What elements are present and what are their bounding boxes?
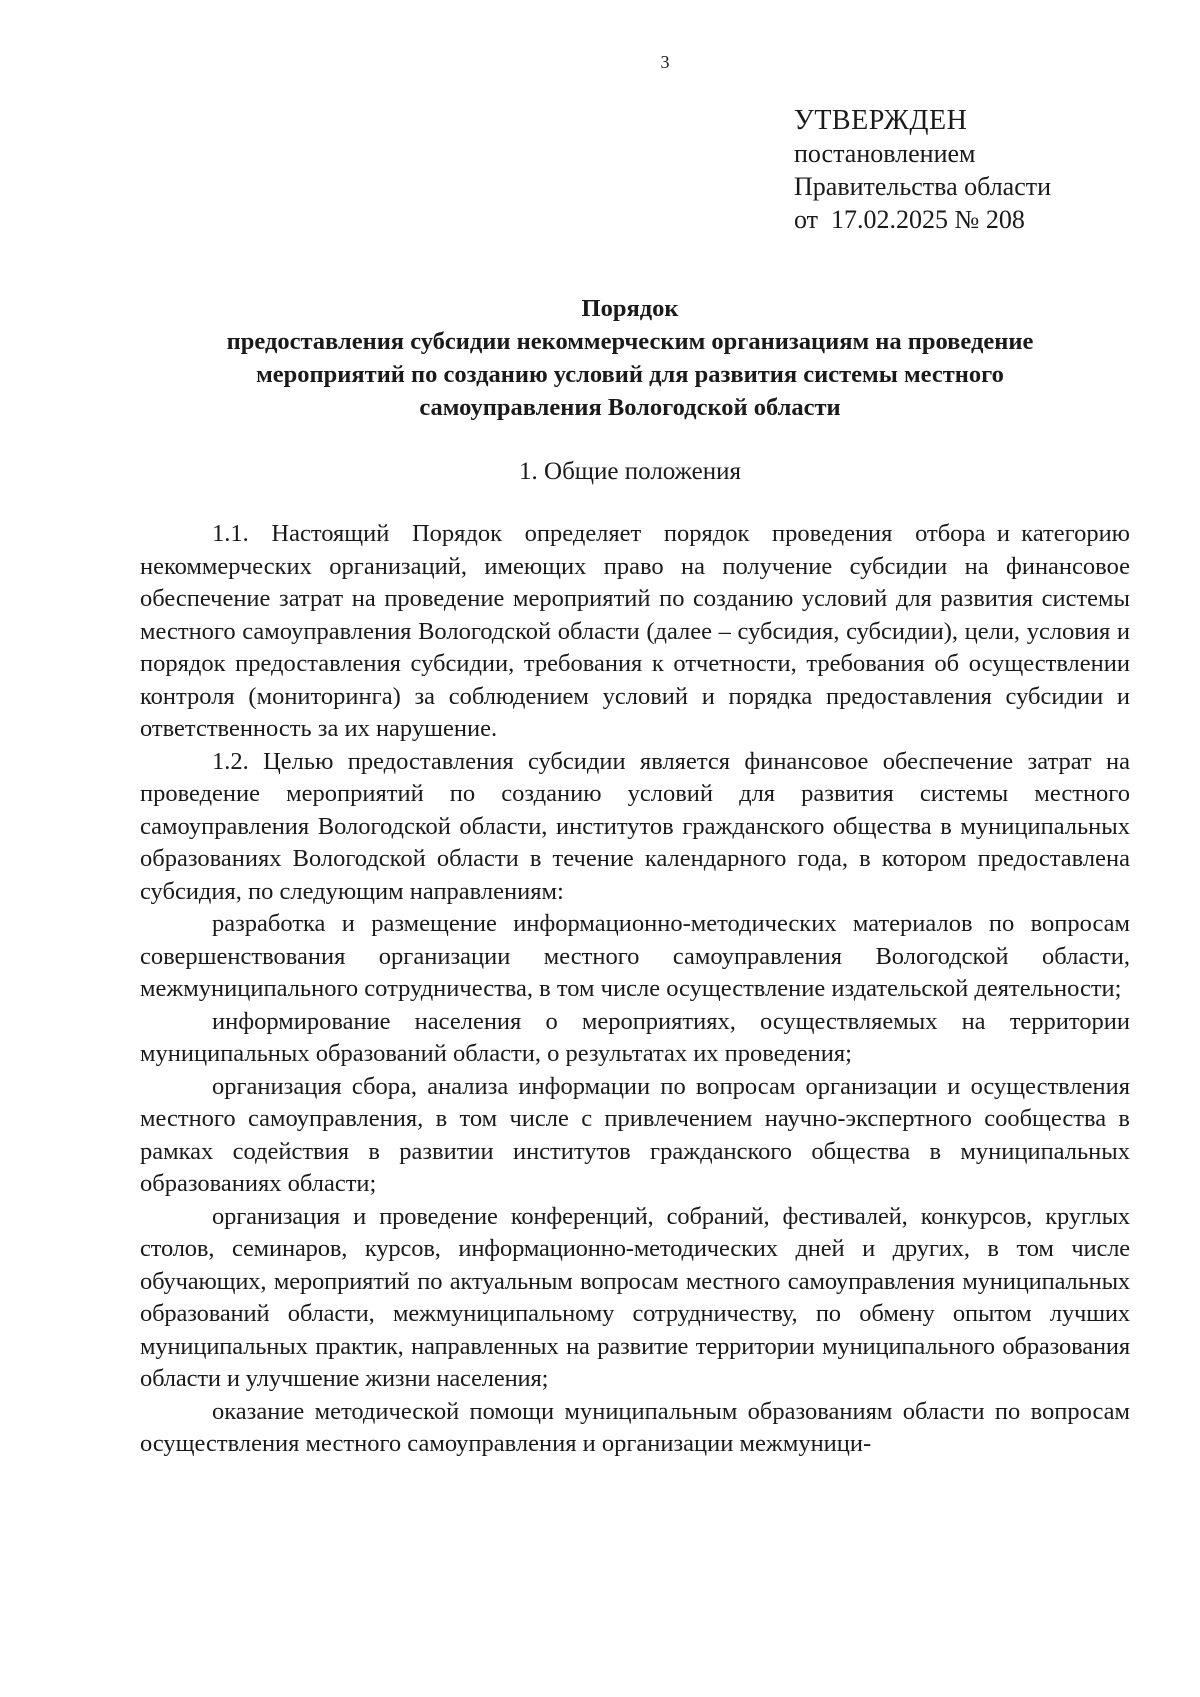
paragraph-direction-5: оказание методической помощи муниципальным образованиям области по вопросам осуществления местного самоуправления и организации межмуници- (140, 1397, 1130, 1457)
document-body (140, 518, 1137, 1461)
title-line-1: Порядок (581, 295, 679, 322)
paragraph-1-1: 1.1. Настоящий Порядок определяет порядок проведения отбора и категорию некоммерческих организаций, имеющих право на получение субсидии на финансовое обеспечение затрат на проведение мероприятий по созданию условий для развития системы местного самоуправления Вологодской области (далее – субсидия, субсидии), цели, условия и порядок предоставления субсидии, требования к отчетности, требования об осуществлении контроля (мониторинга) за соблюдением условий и порядка предоставления субсидии и ответственность за их нарушение. (140, 520, 1137, 742)
approval-stamp-block (794, 104, 1051, 236)
paragraph-1-2: 1.2. Целью предоставления субсидии является финансовое обеспечение затрат на проведение мероприятий по созданию условий для развития системы местного самоуправления Вологодской области, институтов гражданского общества в муниципальных образованиях Вологодской области в течение календарного года, в котором предоставлена субсидия, по следующим направлениям: (140, 747, 1130, 905)
paragraph-direction-3: организация сбора, анализа информации по вопросам организации и осуществления местного самоуправления, в том числе с привлечением научно-экспертного сообщества в рамках содействия в развитии институтов гражданского общества в муниципальных образованиях области; (140, 1072, 1130, 1197)
approval-line-1: постановлением (794, 139, 976, 168)
paragraph-direction-1: разработка и размещение информационно-методических материалов по вопросам совершенствования организации местного самоуправления Вологодской области, межмуниципального сотрудничества, в том числе осуществление издательской деятельности; (140, 910, 1130, 1002)
paragraph-direction-4: организация и проведение конференций, собраний, фестивалей, конкурсов, круглых столов, семинаров, курсов, информационно-методических дней и других, в том числе обучающих, мероприятий по актуальным вопросам местного самоуправления муниципальных образований области, межмуниципальному сотрудничеству, по обмену опытом лучших муниципальных практик, направленных на развитие территории муниципального образования области и улучшение жизни населения; (140, 1202, 1130, 1392)
title-line-3: мероприятий по созданию условий для развития системы местного (256, 361, 1004, 388)
section-heading: 1. Общие положения (519, 458, 741, 485)
approval-date-number: от 17.02.2025 № 208 (794, 205, 1025, 234)
paragraph-direction-2: информирование населения о мероприятиях, осуществляемых на территории муниципальных образований области, о результатах их проведения; (140, 1007, 1130, 1067)
title-line-2: предоставления субсидии некоммерческим организациям на проведение (226, 328, 1034, 355)
approval-heading: УТВЕРЖДЕН (794, 105, 968, 136)
approval-line-2: Правительства области (794, 172, 1052, 201)
page-number: 3 (660, 52, 670, 72)
document-title (130, 292, 1130, 424)
title-line-4: самоуправления Вологодской области (419, 394, 841, 421)
